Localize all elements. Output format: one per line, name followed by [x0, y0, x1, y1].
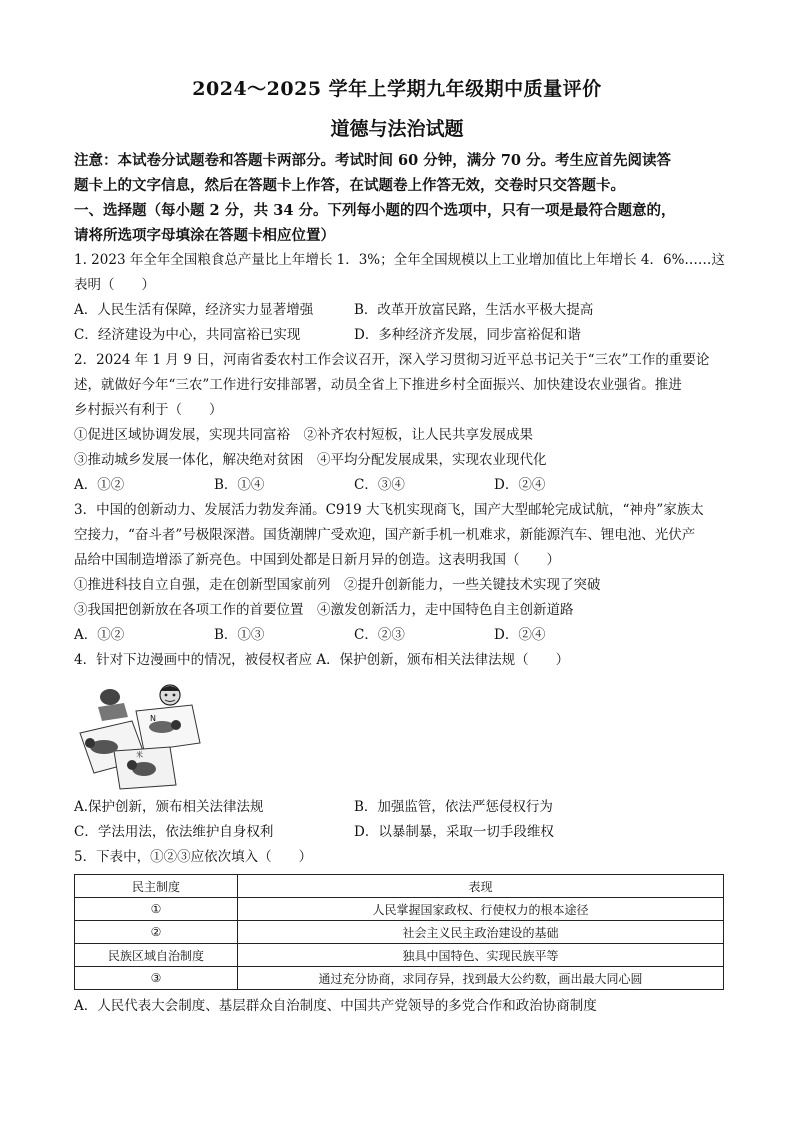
- statement-line: ①推进科技自立自强，走在创新型国家前列 ②提升创新能力，一些关键技术实现了突破: [74, 577, 601, 593]
- table-cell: ②: [75, 921, 238, 944]
- option-d: D．②④: [494, 627, 546, 643]
- table-cell: 人民掌握国家政权、行使权力的根本途径: [238, 898, 724, 921]
- options-row: [74, 795, 726, 820]
- notice: [74, 148, 726, 198]
- question-stem-line: 述，就做好今年“三农”工作进行安排部署，动员全省上下推进乡村全面振兴、加快建设农业强省。推进: [74, 377, 682, 393]
- question-stem-line: 5．下表中，①②③应依次填入（ ）: [74, 849, 313, 865]
- section-heading-line: 一、选择题（每小题 2 分，共 34 分。下列每小题的四个选项中，只有一项是最符合题意的，: [74, 202, 676, 219]
- option-a: A．人民生活有保障，经济实力显著增强: [74, 302, 314, 318]
- notice-line: 注意：本试卷分试题卷和答题卡两部分。考试时间 60 分钟，满分 70 分。考生应首先阅读答: [74, 152, 672, 169]
- table-cell: 民族区域自治制度: [75, 944, 238, 967]
- question-3: [74, 498, 726, 648]
- option-d: D．多种经济齐发展，同步富裕促和谐: [354, 327, 581, 343]
- option-d: D．以暴制暴，采取一切手段维权: [354, 824, 554, 840]
- question-stem-line: 乡村振兴有利于（ ）: [74, 402, 223, 418]
- table-row: [75, 967, 724, 990]
- question-stem-line: 3．中国的创新动力、发展活力勃发奔涌。C919 大飞机实现商飞，国产大型邮轮完成试航，“神舟”家族太: [74, 502, 704, 518]
- section-heading-line: 请将所选项字母填涂在答题卡相应位置）: [74, 227, 335, 244]
- question-stem-line: 品给中国制造增添了新亮色。中国到处都是日新月异的创造。这表明我国（ ）: [74, 552, 560, 568]
- table-cell: ①: [75, 898, 238, 921]
- option-a: A．①②: [74, 477, 125, 493]
- option-c: C．③④: [354, 477, 405, 493]
- question-stem-line: 空接力，“奋斗者”号极限深潜。国货潮牌广受欢迎，国产新手机一机难求，新能源汽车、锂电池、光伏产: [74, 527, 696, 543]
- options-row: [74, 623, 726, 648]
- question-4: [74, 648, 726, 845]
- question-stem-line: 4．针对下边漫画中的情况，被侵权者应 A．保护创新，颁布相关法律法规（ ）: [74, 652, 570, 668]
- statement-line: ③我国把创新放在各项工作的首要位置 ④激发创新活力，走中国特色自主创新道路: [74, 602, 574, 618]
- options-row: [74, 298, 726, 323]
- option-b: B．改革开放富民路，生活水平极大提高: [354, 302, 594, 318]
- option-a: A．①②: [74, 627, 125, 643]
- table-cell: 通过充分协商，求同存异，找到最大公约数，画出最大同心圆: [238, 967, 724, 990]
- option-b: B．①④: [214, 477, 265, 493]
- question-stem-line: 1. 2023 年全年全国粮食总产量比上年增长 1．3%；全年全国规模以上工业增加值比上年增长 4．6%……这: [74, 252, 725, 268]
- option-a: A.保护创新，颁布相关法律法规: [74, 799, 264, 815]
- option-c: C．学法用法，依法维护自身权利: [74, 824, 274, 840]
- option-c: C．经济建设为中心，共同富裕已实现: [74, 327, 301, 343]
- cartoon-label-mi: 米: [136, 751, 143, 759]
- table-row: [75, 898, 724, 921]
- options-row: [74, 820, 726, 845]
- statement-line: ①促进区域协调发展，实现共同富裕 ②补齐农村短板，让人民共享发展成果: [74, 427, 533, 443]
- options-row: [74, 473, 726, 498]
- table-row: [75, 944, 724, 967]
- question-5: [74, 845, 726, 1019]
- table-header-row: [75, 875, 724, 898]
- statement-line: ③推动城乡发展一体化，解决绝对贫困 ④平均分配发展成果，实现农业现代化: [74, 452, 547, 468]
- option-d: D．②④: [494, 477, 546, 493]
- table-header-cell: 表现: [238, 875, 724, 898]
- option-b: B．①③: [214, 627, 265, 643]
- section-heading: [74, 198, 726, 248]
- question-1: [74, 248, 726, 348]
- question-stem-line: 2．2024 年 1 月 9 日，河南省委农村工作会议召开，深入学习贯彻习近平总书记关于“三农”工作的重要论: [74, 352, 710, 368]
- table-row: [75, 921, 724, 944]
- notice-line: 题卡上的文字信息，然后在答题卡上作答，在试题卷上作答无效，交卷时只交答题卡。: [74, 177, 625, 194]
- table-header-cell: 民主制度: [75, 875, 238, 898]
- table-cell: 社会主义民主政治建设的基础: [238, 921, 724, 944]
- option-c: C．②③: [354, 627, 405, 643]
- table-cell: 独具中国特色、实现民族平等: [238, 944, 724, 967]
- option-a: A．人民代表大会制度、基层群众自治制度、中国共产党领导的多党合作和政治协商制度: [74, 998, 597, 1014]
- question-stem-line: 表明（ ）: [74, 277, 155, 293]
- exam-title: 2024～2025 学年上学期九年级期中质量评价: [192, 78, 602, 100]
- options-row: [74, 323, 726, 348]
- cartoon-image: [74, 681, 212, 791]
- option-b: B．加强监管，依法严惩侵权行为: [354, 799, 553, 815]
- question-2: [74, 348, 726, 498]
- cartoon-label-n: N: [150, 714, 156, 723]
- democracy-table: [74, 874, 724, 990]
- exam-body: [74, 148, 726, 1019]
- table-cell: ③: [75, 967, 238, 990]
- exam-subject-title: 道德与法治试题: [330, 118, 464, 140]
